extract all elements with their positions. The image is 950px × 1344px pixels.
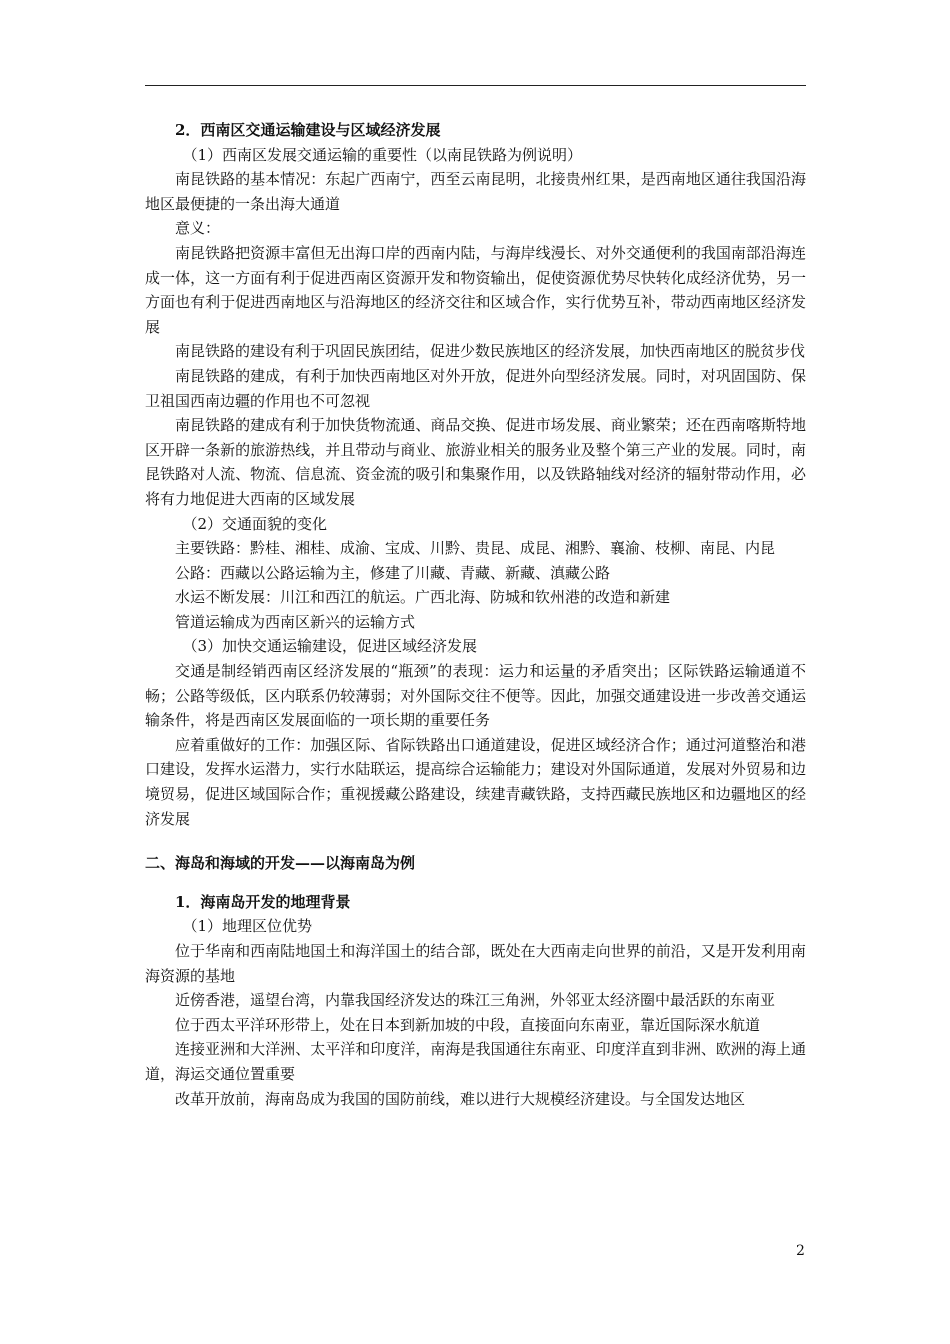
page-number: 2 — [796, 1243, 805, 1259]
paragraph: 改革开放前，海南岛成为我国的国防前线，难以进行大规模经济建设。与全国发达地区 — [175, 1089, 746, 1108]
part-heading: 二、海岛和海域的开发——以海南岛为例 — [145, 854, 416, 873]
subsection-title: （3）加快交通运输建设，促进区域经济发展 — [182, 637, 478, 656]
paragraph: 主要铁路：黔桂、湘桂、成渝、宝成、川黔、贵昆、成昆、湘黔、襄渝、枝柳、南昆、内昆 — [175, 539, 776, 558]
paragraph: 南昆铁路的建成有利于加快货物流通、商品交换、促进市场发展、商业繁荣；还在西南喀斯特地区开辟一条新的旅游热线，并且带动与商业、旅游业相关的服务业及整个第三产业的发展。同时，南昆铁路对人流、物流、信息流、资金流的吸引和集聚作用，以及铁路轴线对经济的辐射带动作用，必将有力地促进大西南的区域发展 — [145, 416, 806, 508]
paragraph: 应着重做好的工作：加强区际、省际铁路出口通道建设，促进区域经济合作；通过河道整治和港口建设，发挥水运潜力，实行水陆联运，提高综合运输能力；建设对外国际通道，发展对外贸易和边境贸易，促进区域国际合作；重视援藏公路建设，续建青藏铁路，支持西藏民族地区和边疆地区的经济发展 — [145, 735, 806, 828]
paragraph-label: 意义： — [175, 219, 221, 238]
subsection-title: （1）地理区位优势 — [182, 917, 313, 936]
section-heading: 2．西南区交通运输建设与区域经济发展 — [175, 121, 441, 139]
paragraph: 公路：西藏以公路运输为主，修建了川藏、青藏、新藏、滇藏公路 — [175, 563, 611, 582]
paragraph: 位于西太平洋环形带上，处在日本到新加坡的中段，直接面向东南亚，靠近国际深水航道 — [175, 1015, 761, 1034]
paragraph: 交通是制经销西南区经济发展的“瓶颈”的表现：运力和运量的矛盾突出；区际铁路运输通道不畅；公路等级低，区内联系仍较薄弱；对外国际交往不便等。因此，加强交通建设进一步改善交通运输条件，将是西南区发展面临的一项长期的重要任务 — [145, 662, 806, 730]
header-rule — [145, 85, 806, 86]
paragraph: 位于华南和西南陆地国土和海洋国土的结合部，既处在大西南走向世界的前沿，又是开发利用南海资源的基地 — [145, 942, 806, 985]
section-heading: 1．海南岛开发的地理背景 — [175, 892, 351, 911]
paragraph: 南昆铁路的建成，有利于加快西南地区对外开放，促进外向型经济发展。同时，对巩固国防、保卫祖国西南边疆的作用也不可忽视 — [145, 366, 806, 410]
subsection-title: （1）西南区发展交通运输的重要性（以南昆铁路为例说明） — [182, 145, 583, 164]
paragraph: 管道运输成为西南区新兴的运输方式 — [175, 612, 416, 631]
paragraph: 连接亚洲和大洋洲、太平洋和印度洋，南海是我国通往东南亚、印度洋直到非洲、欧洲的海上通道，海运交通位置重要 — [145, 1040, 806, 1083]
paragraph: 南昆铁路把资源丰富但无出海口岸的西南内陆，与海岸线漫长、对外交通便利的我国南部沿海连成一体，这一方面有利于促进西南区资源开发和物资输出，促使资源优势尽快转化成经济优势，另一方面也有利于促进西南地区与沿海地区的经济交往和区域合作，实行优势互补，带动西南地区经济发展 — [145, 243, 806, 336]
paragraph: 水运不断发展：川江和西江的航运。广西北海、防城和钦州港的改造和新建 — [175, 588, 671, 607]
paragraph: 南昆铁路的基本情况：东起广西南宁，西至云南昆明，北接贵州红果，是西南地区通往我国沿海地区最便捷的一条出海大通道 — [145, 170, 806, 213]
paragraph: 南昆铁路的建设有利于巩固民族团结，促进少数民族地区的经济发展，加快西南地区的脱贫步伐 — [175, 342, 806, 361]
document-body — [145, 118, 806, 1111]
paragraph: 近傍香港，遥望台湾，内靠我国经济发达的珠江三角洲，外邻亚太经济圈中最活跃的东南亚 — [175, 991, 776, 1010]
subsection-title: （2）交通面貌的变化 — [182, 514, 328, 533]
